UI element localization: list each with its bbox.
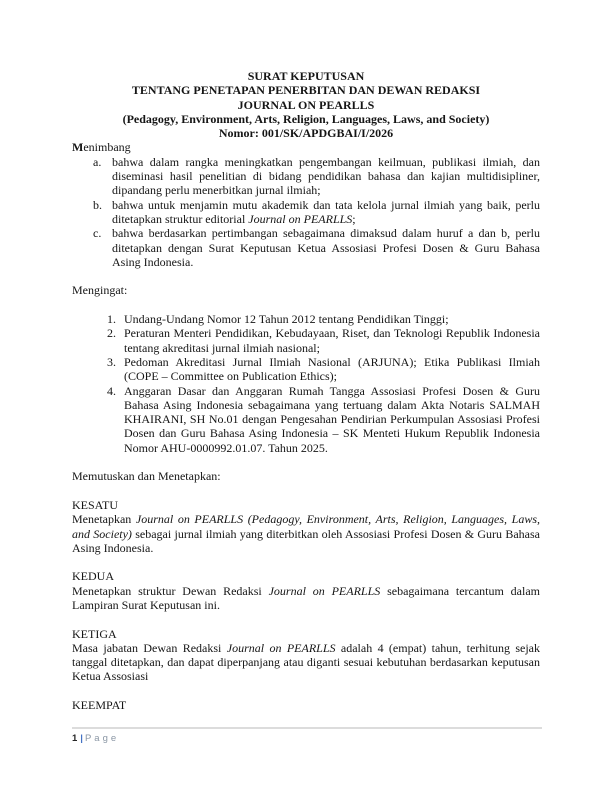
text-run: sebagaimana tercantum dalam Lampiran Surat Keputusan ini. — [72, 583, 540, 612]
decree-body — [72, 641, 540, 684]
list-item — [72, 155, 540, 198]
decree-body — [72, 512, 540, 555]
mengingat-label: Mengingat: — [72, 283, 128, 298]
title-line-1: SURAT KEPUTUSAN — [247, 69, 365, 83]
decree-heading: KEEMPAT — [72, 698, 127, 713]
menimbang-label-rest: enimbang — [83, 140, 131, 155]
decree-kesatu — [72, 498, 540, 555]
menimbang-label-initial: M — [72, 140, 84, 155]
list-item-text: bahwa dalam rangka meningkatkan pengembangan keilmuan, publikasi ilmiah, dan diseminasi hasil penelitian di bidang pendidikan bahasa dan kajian multidisipliner, dipandang perlu menerbitkan jurnal ilmiah; — [112, 154, 540, 198]
document-title-block — [72, 69, 540, 140]
menimbang-label — [72, 140, 540, 154]
title-line-2: TENTANG PENETAPAN PENERBITAN DAN DEWAN REDAKSI — [131, 83, 481, 98]
journal-name-italic: Journal on PEARLLS — [226, 640, 336, 655]
text-run: Masa jabatan Dewan Redaksi — [72, 640, 227, 655]
text-run: bahwa untuk menjamin mutu akademik dan tata kelola jurnal ilmiah yang baik, perlu ditetapkan struktur editorial — [112, 197, 540, 226]
list-item — [72, 226, 540, 269]
decree-kedua — [72, 569, 540, 612]
decree-ketiga — [72, 627, 540, 684]
list-item — [72, 384, 540, 455]
title-line-5: Nomor: 001/SK/APDGBAI/I/2026 — [218, 126, 394, 141]
journal-name-italic: Journal on PEARLLS — [248, 211, 353, 226]
footer-page-word: Page — [84, 733, 120, 744]
decree-keempat — [72, 698, 540, 712]
page-footer — [72, 727, 542, 744]
title-line-4: (Pedagogy, Environment, Arts, Religion, Languages, Laws, and Society) — [122, 111, 490, 126]
journal-name-italic: Journal on PEARLLS (Pedagogy, Environment, Arts, Religion, Languages, Laws, and Society) — [72, 512, 540, 541]
memutuskan-label: Memutuskan dan Menetapkan: — [72, 469, 221, 484]
list-item-marker: 1. — [107, 312, 116, 327]
list-item — [72, 312, 540, 326]
list-item — [72, 326, 540, 355]
text-run: ; — [352, 211, 356, 226]
title-line-3: JOURNAL ON PEARLLS — [237, 97, 375, 112]
list-item-text — [112, 198, 540, 227]
menimbang-list — [72, 155, 540, 269]
list-item — [72, 355, 540, 384]
list-item-text: Pedoman Akreditasi Jurnal Ilmiah Nasional (ARJUNA); Etika Publikasi Ilmiah (COPE – Committee on Publication Ethics); — [124, 354, 540, 384]
decree-body — [72, 584, 540, 613]
list-item-marker: 4. — [107, 383, 116, 398]
decree-heading: KESATU — [72, 497, 119, 512]
text-run: Menetapkan struktur Dewan Redaksi — [72, 583, 269, 598]
list-item — [72, 198, 540, 227]
list-item-text: Undang-Undang Nomor 12 Tahun 2012 tentang Pendidikan Tinggi; — [124, 312, 449, 327]
list-item-text: bahwa berdasarkan pertimbangan sebagaimana dimaksud dalam huruf a dan b, perlu ditetapkan dengan Surat Keputusan Ketua Assosiasi Profesi Dosen & Guru Bahasa Asing Indonesia. — [112, 226, 540, 269]
list-item-marker: b. — [93, 197, 102, 212]
text-run: adalah 4 (empat) tahun, terhitung sejak tanggal ditetapkan, dan dapat diperpanjang atau diganti sesuai kebutuhan berdasarkan keputusan Ketua Assosiasi — [72, 640, 541, 684]
mengingat-list — [72, 312, 540, 455]
list-item-marker: 2. — [107, 326, 116, 341]
list-item-marker: 3. — [107, 354, 116, 369]
list-item-text: Peraturan Menteri Pendidikan, Kebudayaan, Riset, dan Teknologi Republik Indonesia tentang akreditasi jurnal ilmiah nasional; — [124, 326, 540, 355]
list-item-marker: a. — [93, 154, 102, 169]
text-run: Menetapkan — [72, 512, 136, 527]
journal-name-italic: Journal on PEARLLS — [268, 583, 381, 598]
list-item-marker: c. — [93, 226, 102, 241]
text-run: sebagai jurnal ilmiah yang diterbitkan oleh Assosiasi Profesi Dosen & Guru Bahasa Asing Indonesia. — [72, 526, 540, 555]
page-number: 1 — [72, 733, 78, 744]
decree-heading: KETIGA — [72, 626, 117, 641]
list-item-text: Anggaran Dasar dan Anggaran Rumah Tangga Assosiasi Profesi Dosen & Guru Bahasa Asing Indonesia sebagaimana yang tertuang dalam Akta Notaris SALMAH KHAIRANI, SH No.01 dengan Pengesahan Pendirian Perkumpulan Assosiasi Profesi Dosen dan Guru Bahasa Asing Indonesia – SK Menteti Hukum Republik Indonesia Nomor AHU-0000992.01.07. Tahun 2025. — [124, 383, 540, 455]
footer-separator: | — [80, 733, 83, 744]
decree-heading: KEDUA — [72, 569, 114, 584]
